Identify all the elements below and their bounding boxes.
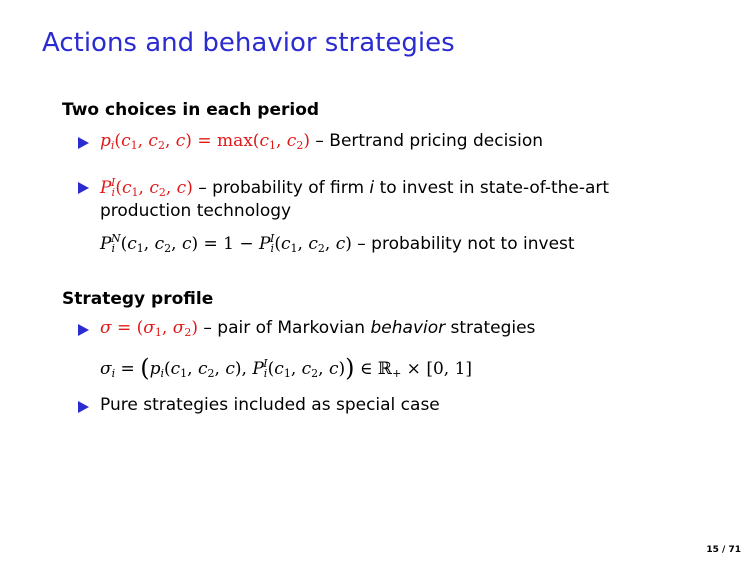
bullet-pure-strategies: Pure strategies included as special case [100, 395, 440, 415]
sigma-description-b: strategies [450, 318, 536, 338]
bullet-triangle-icon [78, 182, 89, 194]
sigma-i-formula: $\sigma_i = (p_i(c_1$, $c_2$, c), $P_i^I(c_1$, $c_2$, c)) ∈ ℝ$_+$ × [0, 1] [100, 354, 473, 382]
pricing-description: – Bertrand pricing decision [315, 131, 544, 151]
bullet-triangle-icon [78, 401, 89, 413]
bullet-pricing [100, 131, 543, 152]
no-invest-formula: $P_i^N(c_1$, $c_2$, $c) = 1 - P_i^I(c_1$, $c_2$, c) [100, 232, 352, 255]
sigma-formula: $\sigma = (\sigma_1$, $\sigma_2$) [100, 318, 198, 339]
invest-description-b: to invest in state-of-the-art [379, 178, 610, 198]
bullet-invest [100, 176, 609, 199]
invest-description-line2: production technology [100, 201, 292, 221]
no-invest-description: – probability not to invest [357, 234, 575, 254]
bullet-triangle-icon [78, 324, 89, 336]
no-invest-line [100, 232, 575, 255]
invest-description-a: – probability of firm [198, 178, 365, 198]
block-title-strategy: Strategy profile [62, 289, 214, 309]
invest-var-i: i [369, 178, 375, 198]
bullet-sigma [100, 318, 535, 339]
sigma-i-definition [100, 354, 473, 382]
sigma-description-a: – pair of Markovian [203, 318, 366, 338]
sigma-description-em: behavior [370, 318, 446, 338]
slide-title: Actions and behavior strategies [42, 28, 455, 58]
page-number: 15 / 71 [706, 545, 741, 555]
block-title-choices: Two choices in each period [62, 100, 320, 120]
invest-prob-formula: $P_i^I(c_1$, $c_2$, c) [100, 176, 193, 199]
pricing-formula: $p_i(c_1$, $c_2$, $c) = \max(c_1$, $c_2$) [100, 131, 310, 152]
bullet-triangle-icon [78, 137, 89, 149]
